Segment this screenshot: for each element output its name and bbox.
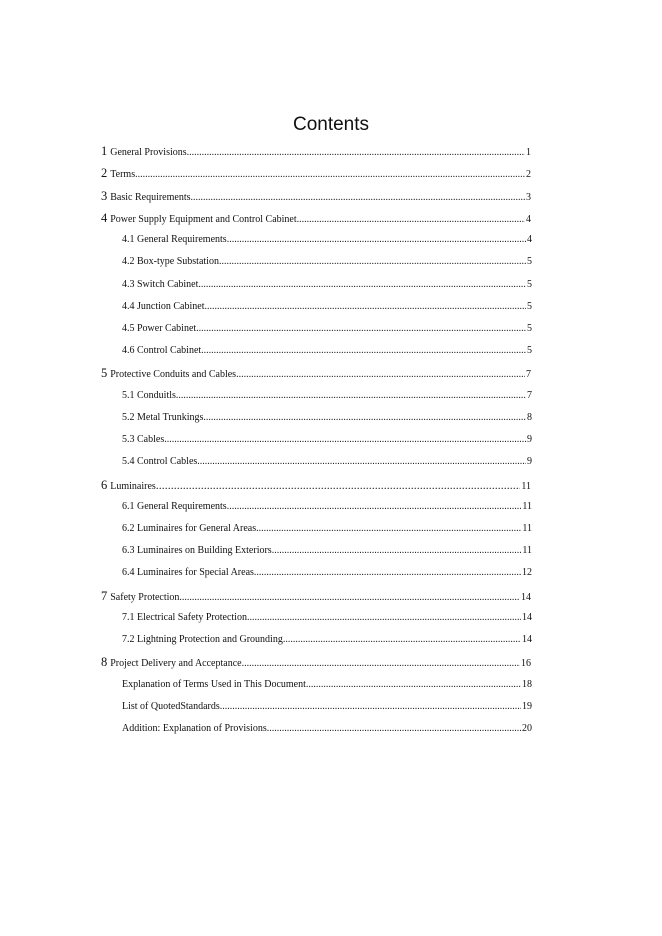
toc-entry-title: General Provisions bbox=[110, 147, 187, 158]
toc-entry-page-number: 11 bbox=[522, 523, 532, 534]
toc-entry-title: 4.2 Box-type Substation bbox=[122, 256, 219, 267]
toc-dot-leader bbox=[256, 522, 521, 536]
toc-dot-leader bbox=[297, 213, 525, 227]
toc-entry-title: Luminaires bbox=[110, 481, 156, 492]
toc-dot-leader bbox=[198, 278, 526, 292]
toc-entry-title: 6.3 Luminaires on Building Exteriors bbox=[122, 545, 272, 556]
toc-entry-page-number: 11 bbox=[521, 481, 531, 492]
toc-entry-page-number: 3 bbox=[526, 192, 531, 203]
toc-entry[interactable] bbox=[122, 611, 532, 625]
toc-dot-leader bbox=[227, 500, 522, 514]
toc-entry-title: Basic Requirements bbox=[110, 192, 191, 203]
toc-entry-title: Safety Protection bbox=[110, 592, 180, 603]
toc-entry[interactable] bbox=[122, 300, 532, 314]
toc-entry[interactable] bbox=[122, 522, 532, 536]
toc-entry[interactable] bbox=[101, 478, 531, 492]
toc-entry-title: 6.1 General Requirements bbox=[122, 501, 227, 512]
toc-dot-leader bbox=[205, 300, 527, 314]
toc-entry-title: 5.1 Conduitls bbox=[122, 390, 176, 401]
toc-entry[interactable] bbox=[122, 500, 532, 514]
toc-entry[interactable] bbox=[101, 144, 531, 158]
toc-entry-page-number: 8 bbox=[527, 412, 532, 423]
toc-entry[interactable] bbox=[101, 166, 531, 180]
toc-entry-title: 6.2 Luminaires for General Areas bbox=[122, 523, 257, 534]
toc-dot-leader bbox=[176, 389, 526, 403]
toc-entry-number: 5 bbox=[101, 366, 108, 380]
toc-entry[interactable] bbox=[122, 233, 532, 247]
toc-entry-number: 8 bbox=[101, 655, 108, 669]
toc-entry-title: 4.5 Power Cabinet bbox=[122, 323, 197, 334]
toc-dot-leader bbox=[242, 657, 520, 671]
toc-entry[interactable] bbox=[122, 278, 532, 292]
toc-entry-page-number: 9 bbox=[527, 456, 532, 467]
toc-entry-page-number: 5 bbox=[527, 301, 532, 312]
toc-entry[interactable] bbox=[122, 344, 532, 358]
toc-entry-title: 4.6 Control Cabinet bbox=[122, 345, 202, 356]
toc-dot-leader bbox=[203, 411, 526, 425]
toc-dot-leader bbox=[283, 633, 521, 647]
toc-entry-page-number: 9 bbox=[527, 434, 532, 445]
toc-dot-leader bbox=[196, 322, 526, 336]
toc-entry[interactable] bbox=[122, 700, 532, 714]
toc-entry-title: 7.1 Electrical Safety Protection bbox=[122, 612, 247, 623]
toc-entry[interactable] bbox=[122, 322, 532, 336]
toc-dot-leader bbox=[306, 678, 521, 692]
toc-entry-title: 5.2 Metal Trunkings bbox=[122, 412, 204, 423]
toc-entry-title: 7.2 Lightning Protection and Grounding bbox=[122, 634, 283, 645]
toc-entry-page-number: 16 bbox=[521, 658, 531, 669]
toc-entry[interactable] bbox=[122, 433, 532, 447]
toc-entry-title: Addition: Explanation of Provisions bbox=[122, 723, 267, 734]
toc-entry-page-number: 14 bbox=[522, 634, 532, 645]
toc-entry-page-number: 18 bbox=[522, 679, 532, 690]
toc-entry-title: Power Supply Equipment and Control Cabinet bbox=[110, 214, 297, 225]
toc-entry[interactable] bbox=[122, 389, 532, 403]
toc-entry-number: 6 bbox=[101, 478, 108, 492]
toc-entry[interactable] bbox=[122, 678, 532, 692]
toc-entry-page-number: 11 bbox=[522, 545, 532, 556]
toc-entry-page-number: 7 bbox=[526, 369, 531, 380]
toc-entry-page-number: 7 bbox=[527, 390, 532, 401]
toc-entry-title: Explanation of Terms Used in This Document bbox=[122, 679, 306, 690]
toc-dot-leader bbox=[135, 168, 525, 182]
toc-dot-leader bbox=[191, 191, 525, 205]
toc-entry-page-number: 5 bbox=[527, 345, 532, 356]
toc-dot-leader bbox=[164, 433, 526, 447]
toc-entry-number: 4 bbox=[101, 211, 108, 225]
toc-entry[interactable] bbox=[122, 544, 532, 558]
toc-entry[interactable] bbox=[101, 366, 531, 380]
toc-dot-leader bbox=[219, 255, 526, 269]
toc-entry-page-number: 5 bbox=[527, 323, 532, 334]
toc-entry-page-number: 11 bbox=[522, 501, 532, 512]
toc-entry-title: 4.4 Junction Cabinet bbox=[122, 301, 205, 312]
toc-entry-title: Protective Conduits and Cables bbox=[110, 369, 237, 380]
toc-entry-page-number: 5 bbox=[527, 256, 532, 267]
toc-entry-title: 4.3 Switch Cabinet bbox=[122, 279, 199, 290]
toc-entry[interactable] bbox=[122, 455, 532, 469]
toc-entry[interactable] bbox=[122, 566, 532, 580]
toc-entry-page-number: 5 bbox=[527, 279, 532, 290]
toc-entry-number: 3 bbox=[101, 189, 108, 203]
toc-entry-page-number: 19 bbox=[522, 701, 532, 712]
toc-entry[interactable] bbox=[122, 255, 532, 269]
toc-dot-leader bbox=[197, 455, 526, 469]
toc-entry[interactable] bbox=[101, 189, 531, 203]
toc-entry-page-number: 1 bbox=[526, 147, 531, 158]
toc-entry-page-number: 2 bbox=[526, 169, 531, 180]
toc-entry-number: 2 bbox=[101, 166, 108, 180]
toc-dot-leader bbox=[201, 344, 526, 358]
page-title: Contents bbox=[292, 114, 370, 135]
toc-dot-leader bbox=[254, 566, 521, 580]
toc-entry-title: Terms bbox=[110, 169, 136, 180]
toc-entry[interactable] bbox=[122, 633, 532, 647]
toc-entry-page-number: 14 bbox=[522, 612, 532, 623]
toc-entry-title: 5.3 Cables bbox=[122, 434, 165, 445]
toc-dot-leader bbox=[236, 368, 525, 382]
toc-dot-leader bbox=[267, 722, 521, 736]
toc-entry-page-number: 4 bbox=[527, 234, 532, 245]
toc-dot-leader bbox=[272, 544, 522, 558]
toc-dot-leader bbox=[187, 146, 525, 160]
toc-dot-leader bbox=[247, 611, 521, 625]
toc-dot-leader bbox=[220, 700, 521, 714]
toc-entry[interactable] bbox=[101, 211, 531, 225]
toc-dot-leader bbox=[227, 233, 526, 247]
toc-entry-number: 7 bbox=[101, 589, 108, 603]
toc-entry-title: 6.4 Luminaires for Special Areas bbox=[122, 567, 254, 578]
toc-dot-leader bbox=[179, 591, 520, 605]
toc-entry[interactable] bbox=[101, 589, 531, 603]
toc-entry[interactable] bbox=[122, 411, 532, 425]
toc-entry-page-number: 14 bbox=[521, 592, 531, 603]
toc-dot-leader bbox=[156, 478, 521, 492]
toc-entry-page-number: 4 bbox=[526, 214, 531, 225]
toc-entry-page-number: 20 bbox=[522, 723, 532, 734]
toc-entry[interactable] bbox=[101, 655, 531, 669]
toc-entry-title: 5.4 Control Cables bbox=[122, 456, 198, 467]
toc-entry-page-number: 12 bbox=[522, 567, 532, 578]
toc-entry-title: Project Delivery and Acceptance bbox=[110, 658, 242, 669]
toc-entry-title: 4.1 General Requirements bbox=[122, 234, 227, 245]
toc-entry-title: List of QuotedStandards bbox=[122, 701, 220, 712]
toc-entry[interactable] bbox=[122, 722, 532, 736]
toc-entry-number: 1 bbox=[101, 144, 108, 158]
